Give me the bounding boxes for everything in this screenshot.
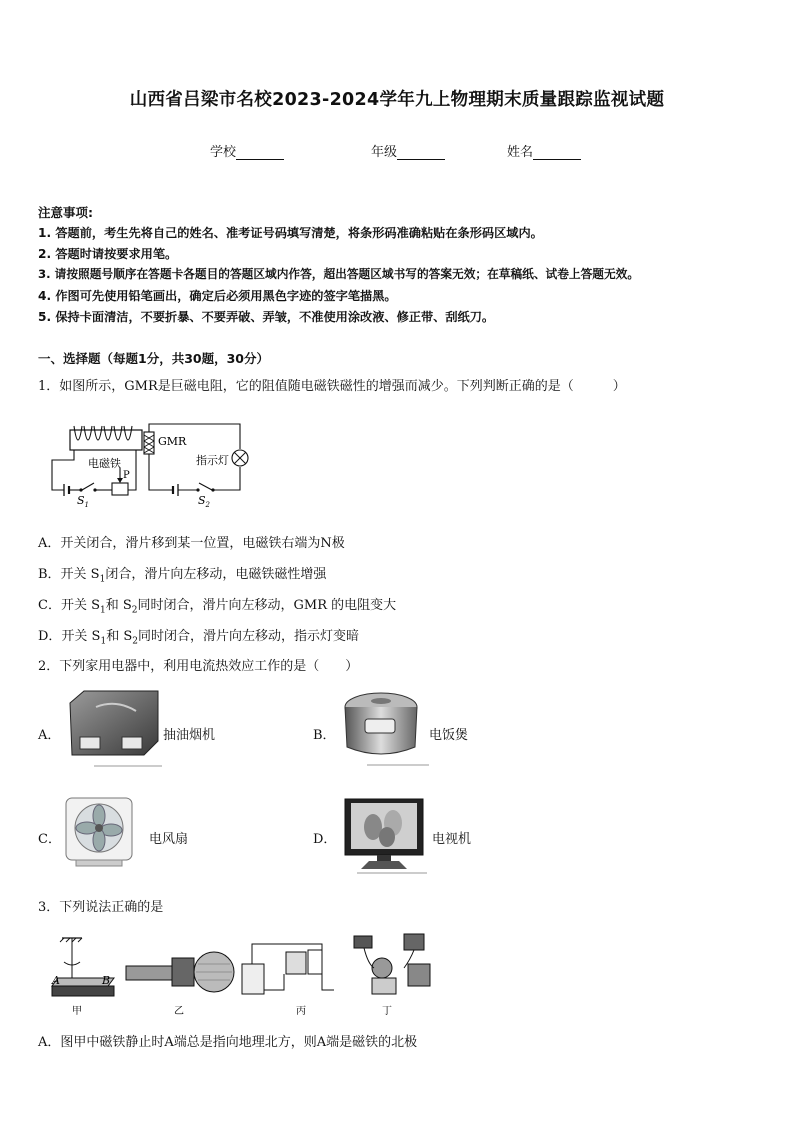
q2-option-d-label[interactable]: 电视机 xyxy=(432,832,472,847)
q1-option-b[interactable]: B．开关 $S_1$闭合，滑片向左移动，电磁铁磁性增强 xyxy=(38,567,327,585)
q2-option-c-label[interactable]: 电风扇 xyxy=(149,832,189,847)
page-title: 山西省吕梁市名校2023-2024学年九上物理期末质量跟踪监视试题 xyxy=(129,90,665,110)
q1-option-d[interactable]: D．开关 $S_1$和 $S_2$同时闭合，滑片向左移动，指示灯变暗 xyxy=(38,629,359,647)
note-item: 5. 保持卡面清洁，不要折暴、不要弄破、弄皱，不准使用涂改液、修正带、刮纸刀。 xyxy=(38,310,495,324)
note-item: 3. 请按照题号顺序在答题卡各题目的答题区域内作答，超出答题区域书写的答案无效；在草稿纸、试卷上答题无效。 xyxy=(38,267,640,281)
section-heading: 一、选择题（每题1分，共30题，30分） xyxy=(38,351,269,366)
grade-label: 年级 xyxy=(371,145,398,160)
q2-option-a-letter[interactable]: A． xyxy=(38,728,61,743)
q2-option-a-label[interactable]: 抽油烟机 xyxy=(163,728,216,743)
q2-option-b-label[interactable]: 电饭煲 xyxy=(429,728,469,743)
q2-option-d-letter[interactable]: D． xyxy=(313,832,337,847)
range-hood-image xyxy=(66,689,166,769)
school-label: 学校 xyxy=(210,145,237,160)
note-item: 1. 答题前，考生先将自己的姓名、准考证号码填写清楚，将条形码准确粘贴在条形码区域内。 xyxy=(38,226,543,240)
figure-yi-label: 乙 xyxy=(174,1006,184,1017)
q2-stem: 2．下列家用电器中，利用电流热效应工作的是（ ） xyxy=(38,659,359,674)
q3-figure xyxy=(38,920,438,1020)
note-item: 4. 作图可先使用铅笔画出，确定后必须用黑色字迹的签字笔描黑。 xyxy=(38,289,397,303)
gmr-label: GMR xyxy=(158,435,187,448)
note-item: 2. 答题时请按要求用笔。 xyxy=(38,247,178,261)
school-field xyxy=(210,141,284,160)
q3-option-a[interactable]: A．图甲中磁铁静止时A端总是指向地理北方，则A端是磁铁的北极 xyxy=(38,1035,418,1050)
grade-blank[interactable] xyxy=(397,145,445,160)
q2-option-b-letter[interactable]: B． xyxy=(313,728,336,743)
s1-label: $S_1$ xyxy=(77,494,90,509)
electromagnet-label: 电磁铁 xyxy=(88,457,121,470)
magnet-end-b: B xyxy=(102,974,111,987)
television-image xyxy=(343,797,429,875)
figure-jia-label: 甲 xyxy=(72,1006,82,1017)
s2-label: $S_2$ xyxy=(198,494,211,509)
name-field xyxy=(507,141,581,160)
figure-ding-label: 丁 xyxy=(382,1006,392,1017)
q1-circuit-figure xyxy=(44,420,254,510)
figure-bing-label: 丙 xyxy=(296,1006,306,1017)
q1-option-a[interactable]: A．开关闭合，滑片移到某一位置，电磁铁右端为N极 xyxy=(38,536,345,551)
school-blank[interactable] xyxy=(236,145,284,160)
q1-stem: 1．如图所示，GMR是巨磁电阻，它的阻值随电磁铁磁性的增强而减少。下列判断正确的是（ ） xyxy=(38,379,626,394)
lamp-label: 指示灯 xyxy=(196,454,229,467)
q3-stem: 3．下列说法正确的是 xyxy=(38,900,164,915)
magnet-end-a: A xyxy=(52,974,60,987)
grade-field xyxy=(371,141,445,160)
notes-heading: 注意事项: xyxy=(38,205,93,220)
electric-fan-image xyxy=(62,796,142,870)
q2-option-c-letter[interactable]: C． xyxy=(38,832,61,847)
q1-option-c[interactable]: C．开关 $S_1$和 $S_2$同时闭合，滑片向左移动，GMR 的电阻变大 xyxy=(38,598,397,616)
slider-p-label: P xyxy=(123,470,130,481)
name-blank[interactable] xyxy=(533,145,581,160)
name-label: 姓名 xyxy=(507,145,534,160)
rice-cooker-image xyxy=(337,685,431,769)
